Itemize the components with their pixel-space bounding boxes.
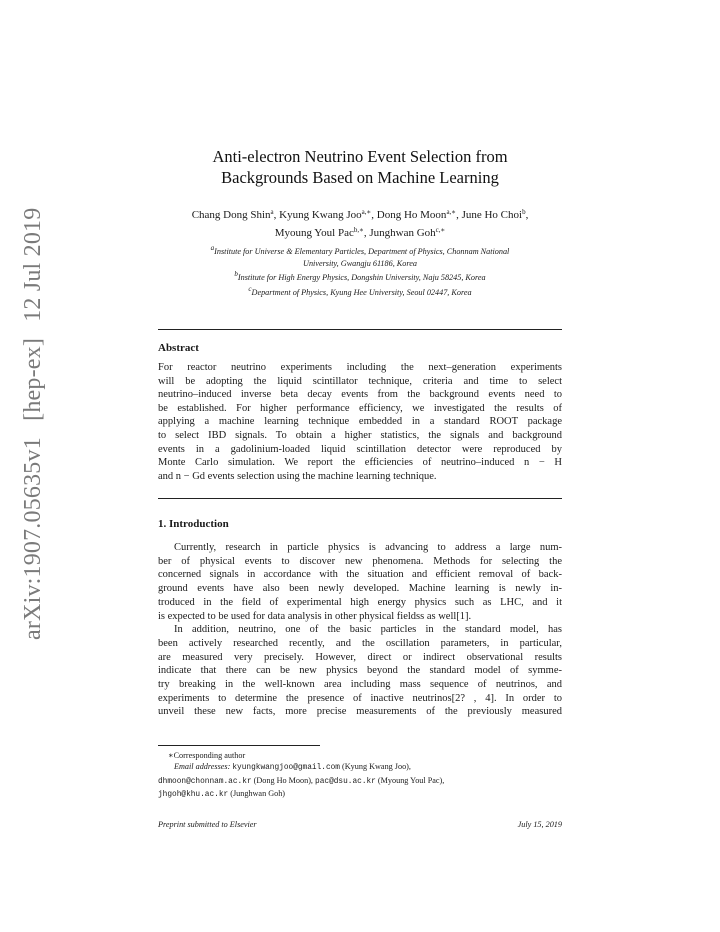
arxiv-date: 12 Jul 2019 (20, 207, 46, 322)
preprint-note: Preprint submitted to Elsevier (158, 820, 257, 829)
abstract-body (158, 361, 562, 483)
footnote (158, 750, 562, 801)
author-affil-mark: a,∗ (446, 208, 457, 216)
footnote-rule (158, 745, 320, 746)
author-name: Dong Ho Moon (376, 209, 447, 221)
email-link[interactable]: jhgoh@khu.ac.kr (158, 790, 229, 799)
abstract-line: will be adopting the liquid scintillator technique, criteria and time to select (158, 375, 562, 387)
preprint-date: July 15, 2019 (517, 820, 562, 829)
intro-line: In addition, neutrino, one of the basic particles in the standard model, has (174, 624, 562, 636)
abstract-line: events in a gadolinium-loaded liquid scintillation detector were reproduced by (158, 443, 562, 455)
email-owner: (Kyung Kwang Joo), (340, 762, 411, 772)
affil-text: Institute for Universe & Elementary Particles, Department of Physics, Chonnam National (214, 247, 510, 256)
author-name: June Ho Choi (461, 209, 523, 221)
abstract-line: to select IBD signals. To obtain a higher statistics, the signals and background (158, 429, 562, 441)
intro-line: try breaking in the well-known area including mass sequence of neutrinos, and (158, 679, 562, 691)
author-name: Kyung Kwang Joo (279, 209, 362, 221)
intro-line: indicate that there can be new physics beyond the standard model of symme- (158, 665, 562, 677)
affil-mark: b (234, 270, 238, 278)
intro-line: is expected to be used for data analysis in other physical fieldss as well[1]. (158, 610, 472, 622)
author-separator: , (525, 209, 529, 221)
intro-line: ber of physical events to discover new phenomena. Methods for selecting the (158, 555, 562, 567)
abstract-line: neutrino–induced inverse beta decay events from the background events need to (158, 389, 562, 401)
author-name: Junghwan Goh (369, 227, 436, 239)
arxiv-category: [hep-ex] (20, 337, 46, 421)
corresponding-author-note: ∗Corresponding author (168, 751, 246, 760)
intro-line: are measured very precisely. However, direct or indirect observational results (158, 651, 562, 663)
author-affil-mark: c,∗ (435, 226, 446, 234)
section-heading-introduction: 1. Introduction (158, 518, 229, 530)
email-link[interactable]: pac@dsu.ac.kr (315, 777, 376, 786)
intro-line: unveil these new facts, more precise measurements of the previously measured (158, 706, 562, 718)
author-name: Chang Dong Shin (191, 209, 271, 221)
intro-line: ground events have also been newly developed. Machine learning is newly in- (158, 583, 562, 595)
author-line (140, 223, 580, 241)
email-label: Email addresses: (174, 762, 231, 772)
affil-mark: c (248, 284, 252, 293)
email-link[interactable]: kyungkwangjoo@gmail.com (232, 764, 340, 773)
intro-line: concerned signals in accordance with the situation and efficient removal of back- (158, 569, 562, 581)
author-name: Myoung Youl Pac (274, 227, 354, 239)
preprint-footer (158, 820, 562, 829)
intro-line: Currently, research in particle physics is advancing to address a large num- (174, 542, 562, 553)
affiliation-a (140, 243, 580, 258)
author-separator: , (273, 209, 280, 221)
author-separator: , (363, 227, 370, 239)
email-link[interactable]: dhmoon@chonnam.ac.kr (158, 777, 252, 786)
affil-text: Institute for High Energy Physics, Dongshin University, Naju 58245, Korea (237, 273, 486, 282)
email-line (158, 775, 562, 788)
arxiv-stamp (20, 198, 47, 640)
author-separator: , (456, 209, 462, 221)
affil-text: Department of Physics, Kyung Hee University, Seoul 02447, Korea (251, 287, 472, 297)
abstract-heading: Abstract (158, 342, 199, 354)
intro-line: experiments to determine the presence of inactive neutrinos[2? , 4]. In order to (158, 692, 562, 704)
paper-title (158, 146, 562, 188)
email-line (158, 788, 562, 801)
author-separator: , (371, 209, 377, 221)
author-affil-mark: b,∗ (353, 226, 364, 234)
introduction-body (158, 541, 562, 719)
affiliation-a-cont: University, Gwangju 61186, Korea (303, 258, 417, 268)
arxiv-id[interactable]: arXiv:1907.05635v1 (20, 437, 46, 640)
author-affil-mark: a (270, 208, 274, 216)
abstract-line: applying a machine learning technique embedded in a standard ROOT package (158, 416, 562, 428)
email-owner: (Junghwan Goh) (228, 788, 286, 798)
affiliation-b (140, 269, 580, 284)
abstract-line: Monte Carlo simulation. We report the efficiencies of neutrino–induced n − H (158, 457, 562, 469)
intro-line: troduced in the field of experimental high energy physics such as LHC, and it (158, 596, 562, 608)
author-affil-mark: a,∗ (361, 208, 372, 216)
email-owner: (Dong Ho Moon), (251, 775, 316, 785)
affiliations (140, 243, 580, 298)
abstract-line: For reactor neutrino experiments including the next–generation experiments (158, 362, 562, 373)
abstract-line: and n − Gd events selection using the machine learning technique. (158, 470, 437, 482)
title-line: Backgrounds Based on Machine Learning (221, 168, 499, 187)
intro-line: been actively researched recently, and the oscillation parameters, in particular, (158, 637, 562, 649)
email-line (158, 761, 562, 774)
abstract-line: be established. For higher performance efficiency, we investigated the results of (158, 402, 562, 414)
author-affil-mark: b (522, 208, 526, 216)
abstract-top-rule (158, 329, 562, 330)
author-list (140, 205, 580, 241)
title-line: Anti-electron Neutrino Event Selection from (212, 147, 508, 166)
affiliation-c (140, 284, 580, 299)
email-owner: (Myoung Youl Pac), (375, 775, 445, 785)
abstract-bottom-rule (158, 498, 562, 499)
author-line (140, 205, 580, 223)
affil-mark: a (210, 244, 215, 252)
